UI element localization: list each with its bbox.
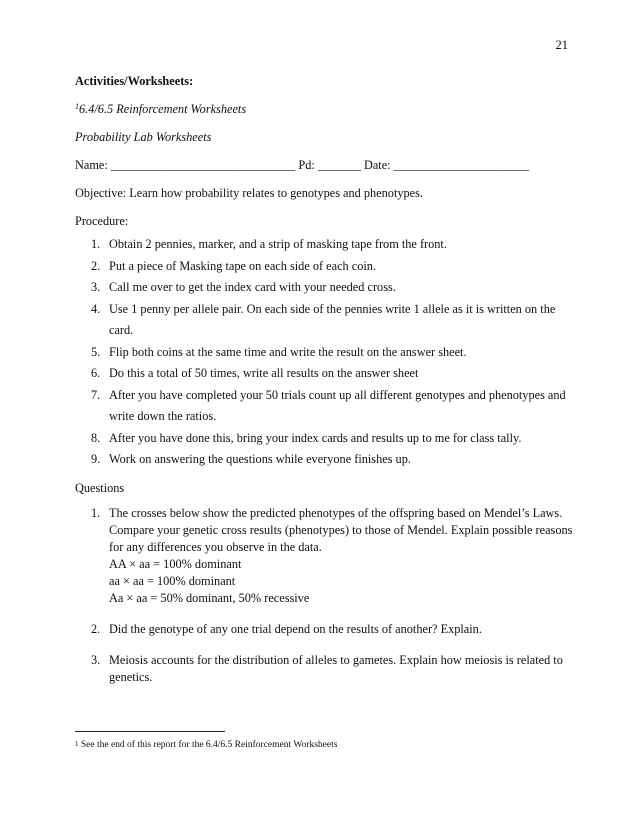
objective: Objective: Learn how probability relates to genotypes and phenotypes. xyxy=(75,186,423,200)
procedure-step xyxy=(75,299,575,342)
procedure-step xyxy=(75,449,575,471)
footnote-marker: 1 xyxy=(75,102,79,111)
step-text: Use 1 penny per allele pair. On each side of the pennies write 1 allele as it is written on the card. xyxy=(109,301,556,337)
step-text: Put a piece of Masking tape on each side of each coin. xyxy=(109,258,377,273)
procedure-step xyxy=(75,256,575,278)
question-number: 1. xyxy=(91,505,101,520)
questions-label: Questions xyxy=(75,480,125,495)
procedure-step xyxy=(75,428,575,450)
question-item xyxy=(75,621,575,638)
step-text: Obtain 2 pennies, marker, and a strip of masking tape from the front. xyxy=(109,237,447,251)
cross-result: Aa × aa = 50% dominant, 50% recessive xyxy=(109,590,310,605)
questions-list xyxy=(75,505,575,686)
procedure-step xyxy=(75,385,575,428)
step-number: 7. xyxy=(91,387,101,402)
procedure-step xyxy=(75,277,575,299)
footnote-text: See the end of this report for the 6.4/6.5 Reinforcement Worksheets xyxy=(80,740,338,750)
step-number: 9. xyxy=(91,452,101,466)
cross-result: AA × aa = 100% dominant xyxy=(109,556,242,571)
step-number: 1. xyxy=(91,237,101,251)
step-number: 5. xyxy=(91,344,101,359)
section-heading: Activities/Worksheets: xyxy=(75,74,194,88)
step-text: Call me over to get the index card with your needed cross. xyxy=(109,280,396,294)
page-number: 21 xyxy=(555,38,568,52)
step-text: After you have completed your 50 trials count up all different genotypes and phenotypes and write down the ratios. xyxy=(109,387,566,423)
step-number: 2. xyxy=(91,258,101,273)
footnote xyxy=(75,738,337,752)
step-number: 4. xyxy=(91,301,101,316)
reference-title: 6.4/6.5 Reinforcement Worksheets xyxy=(79,102,247,116)
step-text: Flip both coins at the same time and write the result on the answer sheet. xyxy=(109,344,467,359)
name-line: Name: ______________________________ Pd: _______ Date: ______________________ xyxy=(75,158,529,172)
procedure-list xyxy=(75,234,575,471)
step-number: 8. xyxy=(91,430,101,445)
cross-result: aa × aa = 100% dominant xyxy=(109,573,236,588)
step-text: Work on answering the questions while everyone finishes up. xyxy=(109,452,411,466)
step-text: Do this a total of 50 times, write all results on the answer sheet xyxy=(109,366,419,380)
question-text: The crosses below show the predicted phenotypes of the offspring based on Mendel’s Laws. Compare your genetic cross results (phenotypes) to those of Mendel. Explain possible reasons for any differences you observe in the data. xyxy=(109,505,573,554)
question-item xyxy=(75,652,575,686)
question-number: 2. xyxy=(91,621,101,636)
worksheet-content xyxy=(75,72,575,700)
footnote-rule xyxy=(75,731,225,732)
reference-line xyxy=(75,100,575,118)
footnote-number: 1 xyxy=(75,740,79,748)
procedure-step xyxy=(75,363,575,385)
question-text: Meiosis accounts for the distribution of alleles to gametes. Explain how meiosis is related to genetics. xyxy=(109,652,563,684)
procedure-label: Procedure: xyxy=(75,214,129,228)
lab-title: Probability Lab Worksheets xyxy=(75,130,212,144)
step-number: 6. xyxy=(91,366,101,380)
question-number: 3. xyxy=(91,652,101,667)
step-number: 3. xyxy=(91,280,101,294)
question-text: Did the genotype of any one trial depend on the results of another? Explain. xyxy=(109,621,482,636)
procedure-step xyxy=(75,342,575,364)
step-text: After you have done this, bring your index cards and results up to me for class tally. xyxy=(109,430,522,445)
question-item xyxy=(75,505,575,607)
procedure-step xyxy=(75,234,575,256)
